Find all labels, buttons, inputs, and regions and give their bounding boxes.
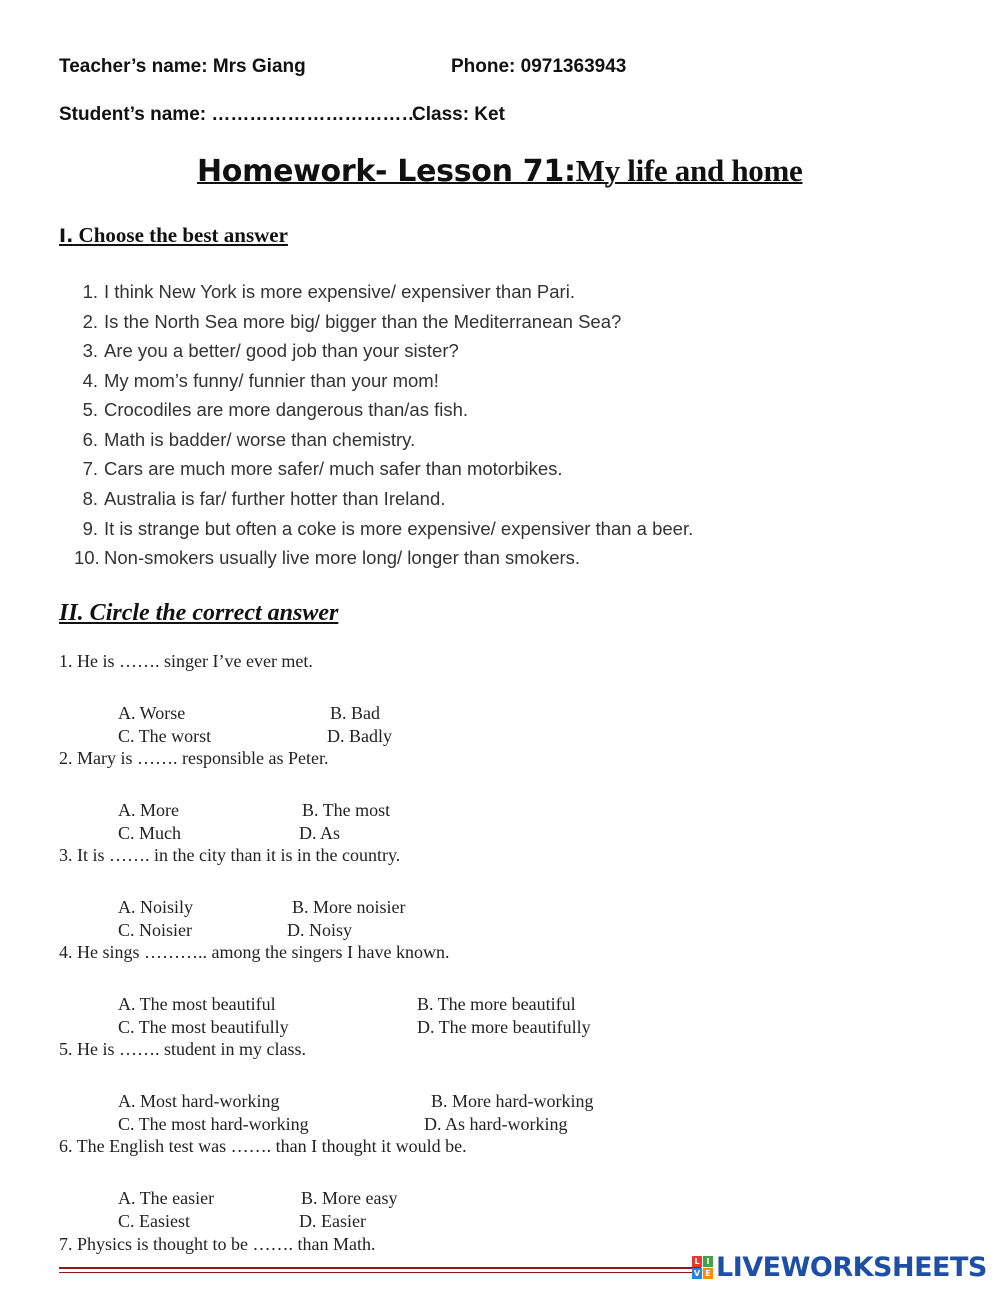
option-b: B. Bad	[330, 703, 381, 723]
liveworksheets-logo	[692, 1252, 992, 1284]
item-number: 4.	[82, 370, 98, 391]
item-number: 10.	[74, 547, 100, 568]
question: 6. The English test was ……. than I thought it would be.	[59, 1136, 467, 1156]
option-a: A. The most beautiful	[118, 994, 276, 1014]
student-name: Student’s name: ……………………………	[59, 104, 421, 125]
class-name: Class: Ket	[412, 104, 505, 125]
question: 7. Physics is thought to be ……. than Math.	[59, 1234, 376, 1254]
item-number: 9.	[82, 518, 98, 539]
option-c: C. The most hard-working	[118, 1114, 309, 1134]
title-main: Homework- Lesson 71	[197, 154, 564, 189]
item-number: 8.	[82, 488, 98, 509]
item-number: 5.	[82, 399, 98, 420]
option-d: D. Noisy	[287, 920, 353, 940]
item-number: 3.	[82, 340, 98, 361]
list-item	[74, 340, 459, 362]
badge-letter: E	[703, 1268, 713, 1279]
question: 3. It is ……. in the city than it is in the country.	[59, 845, 401, 865]
option-a: A. More	[118, 800, 179, 820]
item-text: Australia is far/ further hotter than Ireland.	[104, 488, 446, 509]
option-c: C. The worst	[118, 726, 212, 746]
option-a: A. The easier	[118, 1188, 215, 1208]
footer-rule	[59, 1267, 701, 1269]
item-text: Math is badder/ worse than chemistry.	[104, 429, 416, 450]
list-item	[74, 518, 693, 540]
logo-text: LIVEWORKSHEETS	[716, 1252, 987, 1283]
list-item	[74, 281, 575, 303]
page-title	[197, 153, 802, 189]
option-c: C. Noisier	[118, 920, 192, 940]
list-item	[74, 399, 468, 421]
section2-heading: II. Circle the correct answer	[59, 600, 339, 626]
option-d: D. As hard-working	[424, 1114, 568, 1134]
title-subtitle: My life and home	[575, 153, 803, 188]
option-b: B. The more beautiful	[417, 994, 576, 1014]
option-c: C. The most beautifully	[118, 1017, 289, 1037]
list-item	[74, 458, 563, 480]
item-text: Are you a better/ good job than your sister?	[104, 340, 459, 361]
question: 1. He is ……. singer I’ve ever met.	[59, 651, 313, 671]
badge-letter: I	[703, 1256, 713, 1267]
phone-number: Phone: 0971363943	[451, 56, 627, 77]
item-text: Cars are much more safer/ much safer than motorbikes.	[104, 458, 563, 479]
item-text: Crocodiles are more dangerous than/as fish.	[104, 399, 469, 420]
question: 4. He sings ……….. among the singers I have known.	[59, 942, 450, 962]
list-item	[74, 488, 445, 510]
option-b: B. The most	[302, 800, 391, 820]
option-d: D. Badly	[327, 726, 392, 746]
section1-numeral: I.	[59, 225, 74, 247]
question: 5. He is ……. student in my class.	[59, 1039, 306, 1059]
option-c: C. Much	[118, 823, 181, 843]
option-d: D. Easier	[299, 1211, 366, 1231]
option-b: B. More hard-working	[431, 1091, 594, 1111]
option-c: C. Easiest	[118, 1211, 190, 1231]
option-a: A. Most hard-working	[118, 1091, 280, 1111]
item-text: My mom’s funny/ funnier than your mom!	[104, 370, 439, 391]
item-number: 7.	[82, 458, 98, 479]
item-number: 6.	[82, 429, 98, 450]
option-a: A. Worse	[118, 703, 186, 723]
list-item	[74, 311, 621, 333]
item-text: I think New York is more expensive/ expensiver than Pari.	[104, 281, 575, 302]
footer-rule-thin	[59, 1272, 701, 1273]
item-text: Non-smokers usually live more long/ longer than smokers.	[104, 547, 581, 568]
option-a: A. Noisily	[118, 897, 194, 917]
item-number: 1.	[82, 281, 98, 302]
item-text: It is strange but often a coke is more expensive/ expensiver than a beer.	[104, 518, 694, 539]
section1-title: Choose the best answer	[78, 223, 288, 247]
teacher-name: Teacher’s name: Mrs Giang	[59, 56, 306, 77]
badge-letter: L	[692, 1256, 702, 1267]
badge-letter: V	[693, 1269, 701, 1278]
option-b: B. More noisier	[292, 897, 406, 917]
option-b: B. More easy	[301, 1188, 398, 1208]
question: 2. Mary is ……. responsible as Peter.	[59, 748, 329, 768]
option-d: D. As	[299, 823, 341, 843]
section1-heading	[59, 223, 288, 248]
item-number: 2.	[82, 311, 98, 332]
title-colon: :	[563, 154, 576, 189]
item-text: Is the North Sea more big/ bigger than the Mediterranean Sea?	[104, 311, 622, 332]
list-item	[74, 370, 439, 392]
list-item	[74, 429, 415, 451]
option-d: D. The more beautifully	[417, 1017, 591, 1037]
list-item	[74, 547, 580, 569]
logo-badge-icon	[692, 1256, 714, 1280]
